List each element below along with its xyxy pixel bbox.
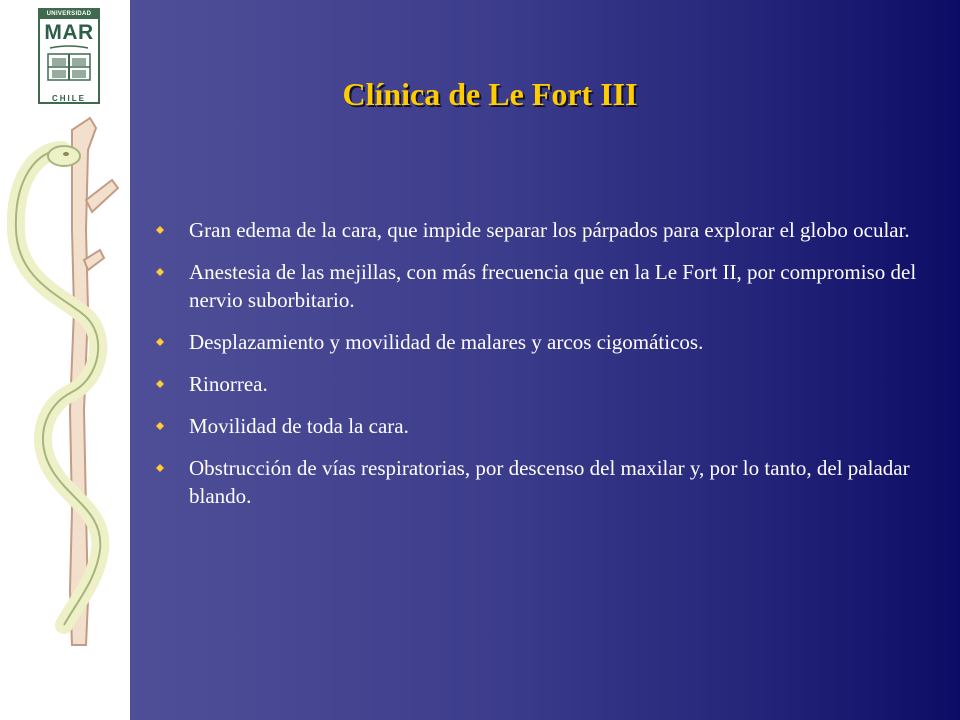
- bullet-item-1: [156, 216, 946, 244]
- bullet-item-3: [156, 328, 946, 356]
- bullet-item-2: [156, 258, 946, 314]
- bullet-list: [156, 216, 946, 524]
- bullet-text: Gran edema de la cara, que impide separar los párpados para explorar el globo ocular.: [189, 218, 910, 242]
- logo-emblem: [40, 44, 98, 93]
- bullet-text: Obstrucción de vías respiratorias, por descenso del maxilar y, por lo tanto, del paladar blando.: [189, 456, 910, 508]
- bullet-item-6: [156, 454, 946, 510]
- logo-name: MAR: [44, 21, 94, 44]
- university-logo: [38, 8, 100, 104]
- bullet-item-5: [156, 412, 946, 440]
- bullet-text: Desplazamiento y movilidad de malares y arcos cigomáticos.: [189, 330, 704, 354]
- bullet-item-4: [156, 370, 946, 398]
- bullet-text: Movilidad de toda la cara.: [189, 414, 409, 438]
- sidebar-decoration: [0, 0, 130, 720]
- diamond-bullet-icon: [156, 380, 164, 388]
- diamond-bullet-icon: [156, 268, 164, 276]
- slide-title: Clínica de Le Fort III: [342, 76, 638, 112]
- diamond-bullet-icon: [156, 226, 164, 234]
- bullet-text: Anestesia de las mejillas, con más frecuencia que en la Le Fort II, por compromiso del nervio suborbitario.: [189, 260, 917, 312]
- logo-top-text: UNIVERSIDAD: [40, 10, 98, 19]
- diamond-bullet-icon: [156, 338, 164, 346]
- caduceus-icon: [0, 110, 130, 655]
- diamond-bullet-icon: [156, 422, 164, 430]
- diamond-bullet-icon: [156, 464, 164, 472]
- bullet-text: Rinorrea.: [189, 372, 268, 396]
- logo-bottom-text: CHILE: [52, 94, 86, 103]
